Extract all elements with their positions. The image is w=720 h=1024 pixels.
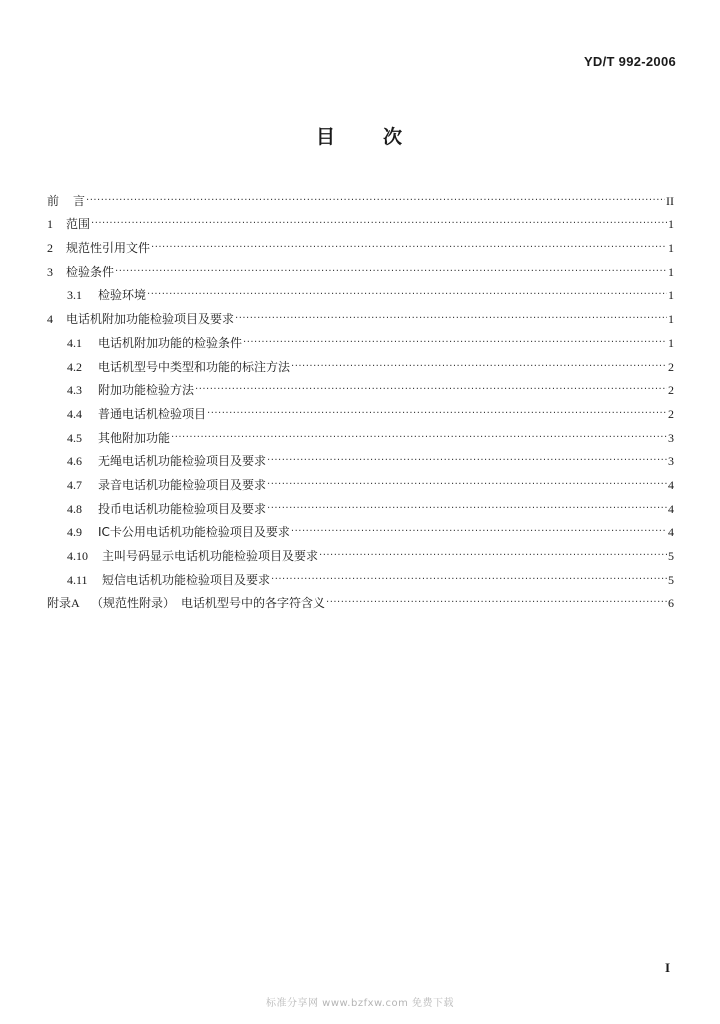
document-code: YD/T 992-2006	[583, 54, 676, 69]
toc-entry-label: 其他附加功能	[98, 430, 171, 445]
toc-entry-number: 1	[47, 217, 53, 232]
toc-entry-number: 3.1	[67, 288, 82, 303]
toc-entry-number: 4	[47, 312, 53, 327]
toc-entry-label: 主叫号码显示电话机功能检验项目及要求	[102, 549, 319, 563]
toc-entry-page: 4	[668, 525, 674, 540]
toc-entry-number: 4.1	[67, 335, 82, 350]
toc-leader-dots	[91, 217, 667, 231]
watermark: 标准分享网 www.bzfxw.com 免费下载	[266, 998, 454, 1009]
toc-entry-number: 2	[47, 241, 53, 256]
toc-entry-label: 电话机附加功能的检验条件	[98, 335, 243, 350]
toc-entry-number: 4.8	[67, 501, 82, 516]
toc-entry-number: 4.3	[67, 383, 82, 398]
toc-entry-label: IC卡公用电话机功能检验项目及要求	[98, 525, 290, 540]
toc-leader-dots	[235, 312, 667, 326]
toc-entry-page: 2	[668, 383, 674, 398]
toc-entry-label: 言	[73, 193, 86, 208]
toc-entry-4-9[interactable]	[47, 516, 674, 540]
toc-entry-page: 4	[668, 477, 674, 492]
toc-entry-page: 6	[668, 596, 674, 611]
toc-entry-appendix-a[interactable]	[47, 587, 674, 611]
toc-entry-2[interactable]	[47, 231, 674, 255]
toc-leader-dots	[195, 383, 667, 397]
toc-entry-page: 3	[668, 430, 674, 445]
toc-leader-dots	[267, 478, 667, 492]
toc-entry-4-4[interactable]	[47, 397, 674, 421]
toc-entry-label: 短信电话机功能检验项目及要求	[102, 572, 271, 587]
toc-entry-page: 2	[668, 406, 674, 421]
page-number: I	[664, 960, 670, 975]
toc-leader-dots	[291, 360, 667, 374]
toc-entry-4[interactable]	[47, 302, 674, 326]
toc-entry-label: 普通电话机检验项目	[98, 406, 207, 421]
toc-entry-4-11[interactable]	[47, 563, 674, 587]
toc-entry-number: 4.10	[67, 549, 88, 563]
toc-entry-page: 1	[668, 217, 674, 232]
toc-leader-dots	[271, 573, 667, 587]
toc-leader-dots	[326, 596, 667, 610]
toc-entry-page: 5	[668, 549, 674, 563]
toc-leader-dots	[86, 194, 665, 208]
toc-entry-number: 4.2	[67, 359, 82, 374]
toc-leader-dots	[171, 431, 667, 445]
toc-entry-number: 4.4	[67, 406, 82, 421]
toc-leader-dots	[291, 525, 667, 539]
toc-entry-3[interactable]	[47, 255, 674, 279]
toc-leader-dots	[147, 288, 667, 302]
page-title	[0, 122, 720, 149]
toc-entry-page: 4	[668, 501, 674, 516]
toc-entry-label: （规范性附录） 电话机型号中的各字符含义	[91, 596, 326, 611]
toc-entry-label: 检验条件	[66, 264, 115, 279]
title-char-1: 目	[315, 126, 337, 148]
toc-entry-number: 4.9	[67, 525, 82, 540]
toc-entry-number: 4.6	[67, 454, 82, 469]
toc-entry-label: 范围	[66, 217, 91, 232]
table-of-contents	[47, 184, 674, 610]
toc-entry-page: 1	[668, 288, 674, 303]
toc-entry-page: 1	[668, 335, 674, 350]
toc-entry-label: 电话机型号中类型和功能的标注方法	[98, 359, 291, 374]
toc-entry-number: 3	[47, 264, 53, 279]
toc-entry-4-1[interactable]	[47, 326, 674, 350]
toc-entry-number: 4.7	[67, 477, 82, 492]
toc-entry-label: 无绳电话机功能检验项目及要求	[98, 454, 267, 469]
toc-entry-label: 附加功能检验方法	[98, 383, 195, 398]
toc-entry-number: 附录A	[47, 596, 80, 611]
toc-entry-4-2[interactable]	[47, 350, 674, 374]
toc-leader-dots	[267, 502, 667, 516]
toc-leader-dots	[267, 454, 667, 468]
toc-entry-4-5[interactable]	[47, 421, 674, 445]
toc-entry-4-3[interactable]	[47, 374, 674, 398]
toc-entry-label: 规范性引用文件	[66, 241, 151, 256]
toc-entry-3-1[interactable]	[47, 279, 674, 303]
toc-leader-dots	[115, 265, 667, 279]
toc-entry-number: 4.11	[67, 572, 88, 587]
toc-leader-dots	[243, 336, 667, 350]
title-char-2: 次	[383, 126, 405, 148]
toc-leader-dots	[151, 241, 667, 255]
toc-entry-label: 检验环境	[98, 288, 147, 303]
toc-entry-page: 2	[668, 359, 674, 374]
toc-leader-dots	[207, 407, 667, 421]
toc-entry-4-7[interactable]	[47, 468, 674, 492]
toc-entry-number: 4.5	[67, 430, 82, 445]
toc-entry-1[interactable]	[47, 208, 674, 232]
toc-leader-dots	[319, 549, 667, 563]
toc-entry-page: 3	[668, 454, 674, 469]
toc-entry-label: 投币电话机功能检验项目及要求	[98, 501, 267, 516]
toc-entry-label: 电话机附加功能检验项目及要求	[66, 312, 235, 327]
toc-entry-4-10[interactable]	[47, 539, 674, 563]
toc-entry-number: 前	[47, 193, 60, 208]
toc-entry-4-6[interactable]	[47, 445, 674, 469]
toc-entry-page: 5	[668, 572, 674, 587]
toc-entry-label: 录音电话机功能检验项目及要求	[98, 477, 267, 492]
toc-entry-page: 1	[668, 241, 674, 256]
toc-entry-4-8[interactable]	[47, 492, 674, 516]
toc-entry-foreword[interactable]	[47, 184, 674, 208]
toc-entry-page: 1	[668, 264, 674, 279]
toc-entry-page: 1	[668, 312, 674, 327]
toc-entry-page: II	[666, 193, 674, 208]
